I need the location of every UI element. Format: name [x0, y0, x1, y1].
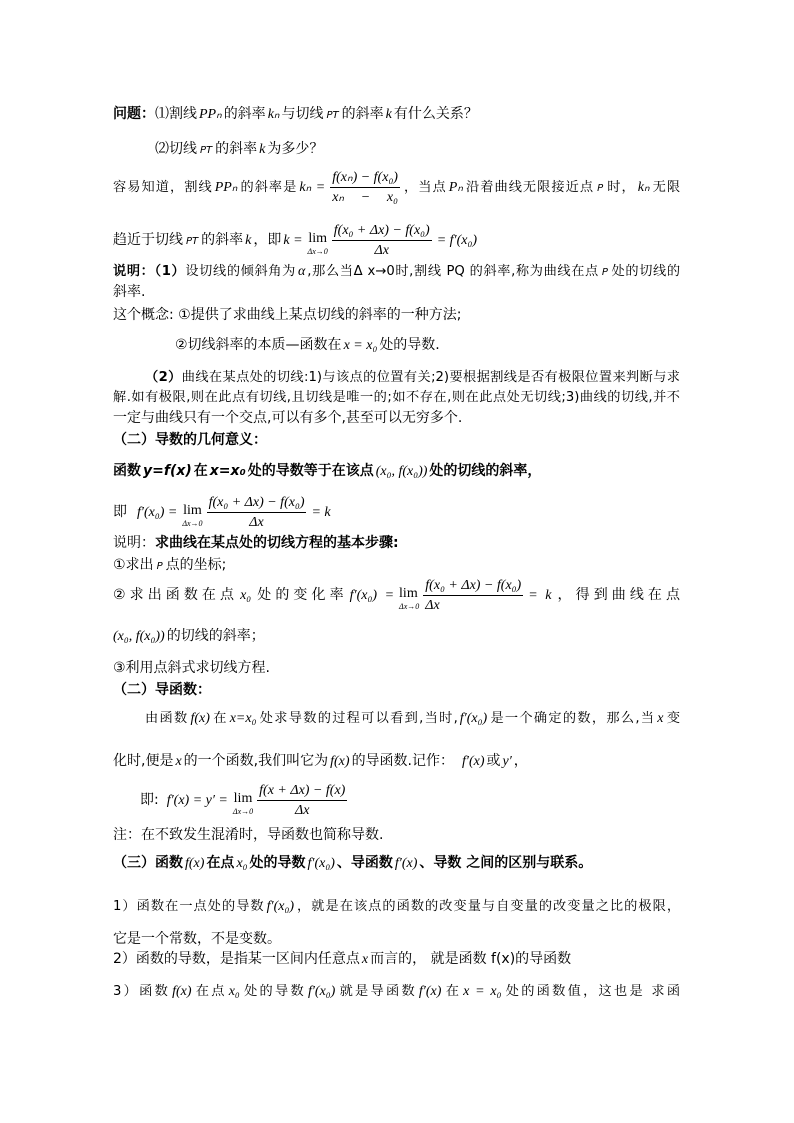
text-run: ①求出 — [113, 557, 154, 573]
fraction-denominator: Δx — [249, 514, 264, 530]
fraction-numerator: f(xₙ) − f(x₀) — [330, 169, 400, 188]
math-expr: (x₀, f(x₀)) — [375, 464, 428, 479]
section-heading: 、导函数 — [336, 855, 393, 871]
paragraph-line-22 — [113, 749, 680, 773]
text-run: 的导函数.记作： — [351, 753, 455, 769]
text-run: 化时,便是 — [113, 753, 174, 769]
text-run: 处的导数 — [241, 984, 306, 999]
math-expr: f′(x) — [462, 754, 485, 769]
note-label: 说明： — [113, 264, 155, 279]
text-run: 的斜率是 — [239, 180, 298, 195]
section-heading-geometric-meaning — [113, 430, 680, 450]
text-run: 在 — [443, 984, 462, 999]
math-label: PT — [186, 236, 199, 247]
math-expr: PPₙ — [199, 107, 222, 122]
text-run: ，得到曲线在点 — [553, 587, 680, 603]
math-expr: f(x) — [330, 754, 350, 769]
paragraph-line-3 — [113, 168, 680, 208]
text-run: 处的导数等于在该点 — [247, 463, 374, 479]
math-expr: x₀ — [228, 984, 240, 999]
limit-operator: lim — [308, 231, 327, 246]
section-heading: （二）导数的几何意义： — [113, 432, 267, 448]
text-run: 的斜率 — [201, 232, 244, 248]
text-run: 由函数 — [145, 711, 189, 726]
step-2-continued — [113, 624, 680, 648]
text-run: 点的坐标; — [165, 557, 227, 573]
math-label: PT — [326, 110, 339, 121]
text-run: 有什么关系？ — [393, 106, 478, 122]
text-run: 处的变化率 — [253, 587, 348, 603]
text-run: 容易知道，割线 — [113, 180, 213, 195]
text-run: 的一个函数,我们叫它为 — [183, 753, 329, 769]
section-heading-distinction — [113, 851, 680, 875]
math-expr: x = x₀ — [463, 984, 502, 999]
section-heading-derivative-function — [113, 680, 680, 700]
step-3 — [113, 658, 680, 678]
text-run: 它是一个常数，不是变数。 — [113, 931, 281, 947]
text-run: ， — [513, 753, 528, 769]
text-run: ，就是在该点的函数的改变量与自变量的改变量之比的极限， — [296, 899, 680, 914]
math-expr: α — [297, 264, 306, 279]
fraction-denominator: Δx — [295, 802, 310, 818]
text-run: 解.如有极限,则在此点有切线,且切线是唯一的;如不存在,则在此点处无切线;3)曲线的切线,并不 — [113, 390, 680, 405]
limit-subscript: Δx→0 — [182, 519, 203, 528]
text-run: ②求出函数在点 — [113, 587, 239, 603]
math-expr: f′(x₀) = — [137, 505, 178, 520]
math-expr: k — [245, 233, 252, 248]
fraction — [423, 577, 523, 614]
math-expr: (x₀, f(x₀)) — [113, 629, 165, 644]
math-expr: x = x₀ — [343, 338, 378, 353]
fraction — [332, 222, 432, 259]
text-run: 曲线在某点处的切线:1)与该点的位置有关;2)要根据割线是否有极限位置来判断与求 — [181, 370, 680, 385]
text-run: 的切线的斜率； — [166, 628, 265, 644]
note-line-9 — [145, 368, 680, 388]
fraction — [330, 169, 400, 206]
section-heading: （三）函数 — [113, 855, 183, 871]
question-label: 问题： — [113, 106, 155, 122]
fraction-denominator: Δx — [374, 242, 389, 258]
text-run: 2）函数的导数，是指某一区间内任意点 — [113, 951, 360, 967]
math-expr: f′(x₀) = — [349, 588, 395, 603]
step-1 — [113, 555, 680, 575]
formula-line-14 — [113, 492, 680, 532]
text-run: 就是导函数 — [337, 984, 417, 999]
limit — [399, 577, 419, 613]
text-run: ，即 — [253, 232, 282, 248]
math-expr: x₀ — [236, 856, 248, 871]
text-run: 或 — [486, 753, 501, 769]
fraction-denominator: xₙ − x₀ — [332, 189, 398, 205]
math-label: P — [597, 183, 604, 194]
note-line-5 — [113, 262, 680, 282]
text-run: 处的函数值，这也是 求函 — [503, 984, 680, 999]
text-run: 处的切线的 — [610, 264, 680, 279]
math-expr: Pₙ — [448, 180, 463, 195]
text-run: ，当点 — [402, 180, 447, 195]
text-run: 在 — [211, 711, 228, 726]
text-run: 趋近于切线 — [113, 232, 183, 248]
question-line-2 — [155, 137, 680, 161]
item-number: （1） — [154, 264, 186, 279]
math-expr: = k — [528, 588, 552, 603]
text-run: 时， — [606, 180, 636, 195]
text-run: 为多少？ — [267, 141, 324, 157]
text-run: ②切线斜率的本质—函数在 — [175, 337, 342, 353]
text-run: 而言的， 就是函数 f(x)的导函数 — [370, 951, 572, 967]
math-expr: k = — [283, 233, 303, 248]
limit — [233, 782, 253, 818]
paragraph-line-21 — [145, 707, 680, 731]
fraction-denominator: Δx — [425, 597, 440, 613]
step-2 — [113, 575, 680, 615]
text-run: 即: — [140, 792, 159, 808]
paragraph-line-4 — [113, 220, 680, 260]
fraction-numerator: f(x₀ + Δx) − f(x₀) — [423, 577, 523, 596]
definition-line-13 — [113, 459, 680, 483]
math-expr: f′(x) — [418, 984, 442, 999]
text-run: 是一个确定的数，那么,当 — [489, 711, 656, 726]
limit-operator: lim — [233, 791, 253, 806]
text-run: ,那么当 — [307, 264, 354, 279]
math-expr: f′(x) = y′ = — [166, 793, 228, 808]
text-run: 处求导数的过程可以看到,当时, — [258, 711, 458, 726]
text-run: 一定与曲线只有一个交点,可以有多个,甚至可以无穷多个. — [113, 410, 463, 426]
text-run: 在点 — [193, 984, 227, 999]
text-run: ③利用点斜式求切线方程. — [113, 660, 271, 676]
note-label: 说明： — [113, 535, 155, 551]
limit-subscript: Δx→0 — [232, 807, 254, 816]
list-item-1-continued — [113, 929, 680, 949]
list-item-3 — [113, 980, 680, 1004]
section-heading: 处的导数 — [249, 855, 306, 871]
math-expr: x — [361, 952, 369, 967]
math-expr: x₀ — [240, 588, 252, 603]
math-expr: f(x) — [172, 984, 192, 999]
math-expr: f′(x₀) — [459, 711, 488, 726]
fraction-numerator: f(x₀ + Δx) − f(x₀) — [207, 494, 307, 513]
math-label: P — [601, 267, 608, 278]
math-expr: x=x₀ — [229, 711, 257, 726]
text-run: 3）函数 — [113, 984, 171, 999]
note-line-6 — [113, 282, 680, 302]
text-run: ⑵切线 — [155, 141, 197, 157]
fraction-numerator: f(x₀ + Δx) − f(x₀) — [332, 222, 432, 241]
limit-operator: lim — [183, 503, 202, 518]
text-run: 的斜率 — [341, 106, 384, 122]
fraction — [207, 494, 307, 531]
math-expr: y′ — [502, 754, 512, 769]
math-expr: f′(x) — [394, 856, 418, 871]
math-expr: kₙ — [267, 107, 280, 122]
text-run: 处的导数. — [379, 337, 440, 353]
math-expr: x=x₀ — [209, 463, 246, 479]
text-run: 无限 — [651, 180, 680, 195]
text-run: 的斜率 — [215, 141, 258, 157]
question-line-1 — [113, 102, 680, 126]
limit-subscript: Δx→0 — [307, 247, 328, 256]
math-expr: f′(x₀) — [307, 856, 335, 871]
text-run: 处的切线的斜率， — [429, 463, 542, 479]
math-expr: kₙ — [637, 180, 650, 195]
section-heading: 、导数 之间的区别与联系。 — [419, 855, 593, 871]
math-expr: x — [175, 754, 182, 769]
math-label: PT — [200, 145, 213, 156]
text-run: 这个概念: ①提供了求曲线上某点切线的斜率的一种方法; — [113, 307, 462, 323]
text-run: Δ x→0时,割线 PQ 的斜率,称为曲线在点 — [353, 264, 599, 279]
limit-operator: lim — [399, 586, 418, 601]
text-run: 与切线 — [281, 106, 324, 122]
math-expr: f(x) — [190, 711, 210, 726]
text-run: 变 — [665, 711, 680, 726]
steps-heading-line-15 — [113, 533, 680, 553]
math-expr: f(x) — [185, 856, 205, 871]
section-heading: （二）导函数： — [113, 682, 211, 698]
limit-subscript: Δx→0 — [399, 602, 420, 611]
note-line-8 — [175, 333, 680, 357]
math-expr: y=f(x) — [143, 463, 192, 479]
text-run: 的斜率 — [223, 106, 266, 122]
formula-line-23 — [140, 780, 680, 820]
math-expr: x — [657, 711, 664, 726]
limit — [182, 494, 202, 530]
fraction-numerator: f(x + Δx) − f(x) — [257, 782, 347, 801]
text-run: 注：在不致发生混淆时，导函数也简称导数. — [113, 827, 384, 843]
text-run: ⑴割线 — [155, 106, 197, 122]
text-run: 1）函数在一点处的导数 — [113, 899, 265, 914]
text-run: 求曲线在某点处的切线方程的基本步骤: — [155, 535, 399, 551]
math-expr: f′(x₀) — [266, 899, 295, 914]
text-run: 函数 — [113, 463, 141, 479]
math-expr: PPₙ — [214, 180, 238, 195]
limit — [308, 222, 328, 258]
text-run: 沿着曲线无限接近点 — [464, 180, 595, 195]
item-number: （2） — [145, 370, 182, 385]
remark-line-24 — [113, 825, 680, 845]
text-run: 设切线的倾斜角为 — [185, 264, 296, 279]
text-run: 即 — [113, 504, 127, 520]
math-expr: = k — [311, 505, 331, 520]
fraction — [257, 782, 347, 819]
list-item-1 — [113, 895, 680, 919]
math-expr: f′(x₀) — [307, 984, 336, 999]
math-expr: k — [385, 107, 392, 122]
math-expr: kₙ = — [299, 180, 326, 195]
note-line-7 — [113, 305, 680, 325]
note-line-10 — [113, 388, 680, 408]
text-run: 在 — [193, 463, 208, 479]
math-label: P — [156, 561, 163, 572]
note-line-11 — [113, 408, 680, 428]
math-expr: k — [259, 142, 266, 157]
list-item-2 — [113, 949, 680, 969]
section-heading: 在点 — [206, 855, 235, 871]
math-expr: = f′(x₀) — [436, 233, 478, 248]
text-run: 斜率. — [113, 284, 146, 300]
